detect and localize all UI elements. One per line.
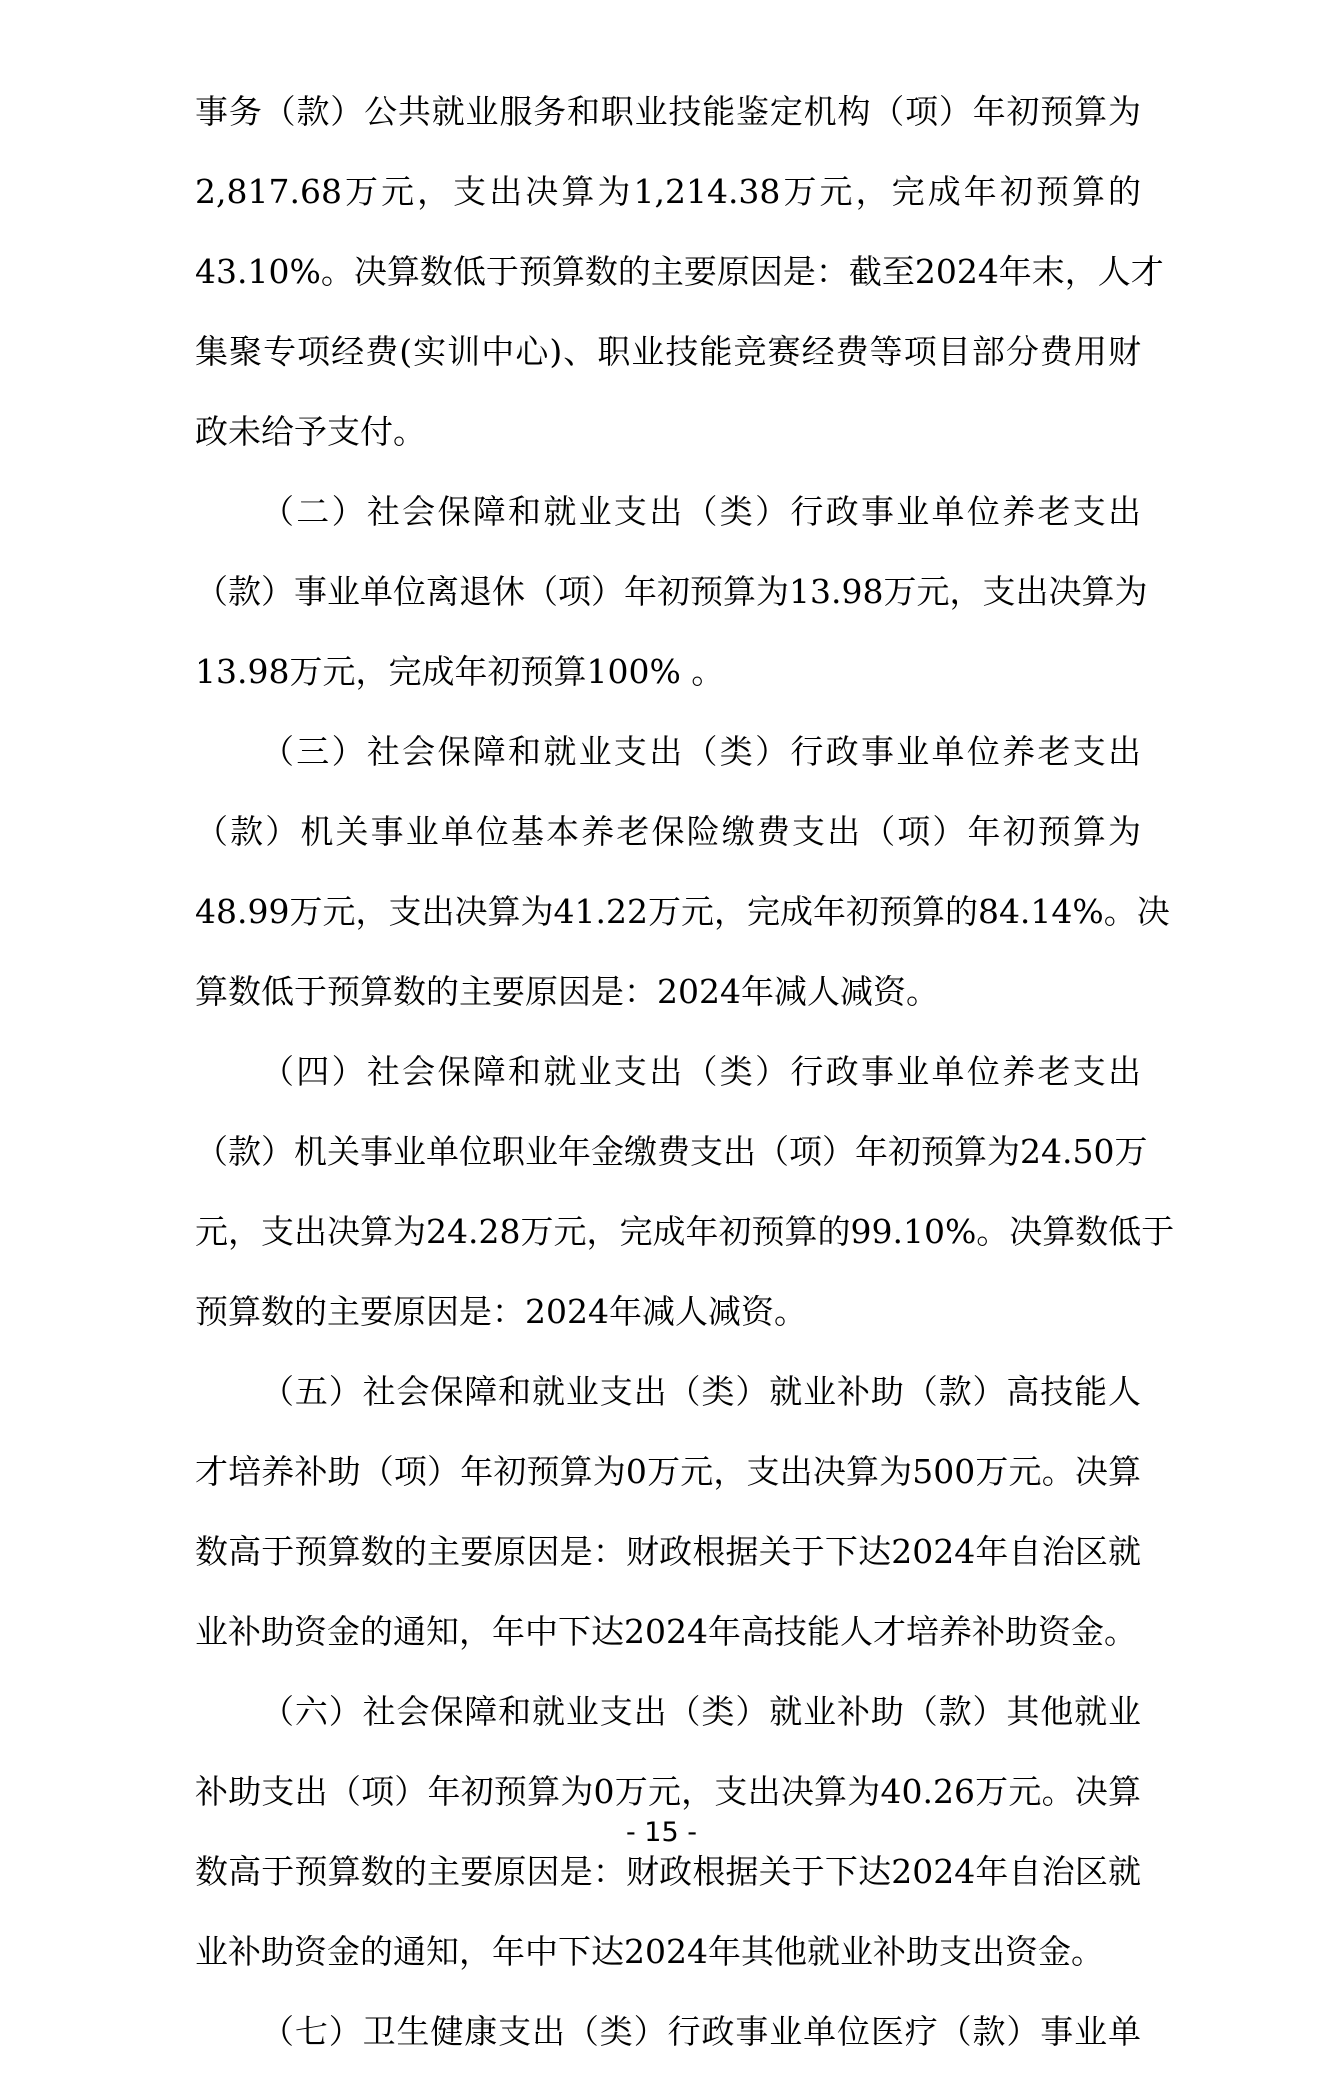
text-line-15: 元，支出决算为24.28万元，完成年初预算的99.10%。决算数低于 [195,1212,1175,1251]
text-line-21: （六）社会保障和就业支出（类）就业补助（款）其他就业 [261,1692,1141,1731]
text-line-20: 业补助资金的通知，年中下达2024年高技能人才培养补助资金。 [195,1612,1137,1651]
text-line-6: （二）社会保障和就业支出（类）行政事业单位养老支出 [261,492,1141,531]
text-line-10: （款）机关事业单位基本养老保险缴费支出（项）年初预算为 [195,812,1141,851]
text-line-4: 集聚专项经费(实训中心)、职业技能竞赛经费等项目部分费用财 [195,332,1141,371]
text-line-2: 2,817.68万元，支出决算为1,214.38万元，完成年初预算的 [195,172,1141,211]
page-number: - 15 - [625,1817,697,1848]
text-line-25: （七）卫生健康支出（类）行政事业单位医疗（款）事业单 [261,2012,1141,2051]
text-line-18: 才培养补助（项）年初预算为0万元，支出决算为500万元。决算 [195,1452,1141,1491]
text-line-3: 43.10%。决算数低于预算数的主要原因是：截至2024年末，人才 [195,252,1164,291]
text-line-7: （款）事业单位离退休（项）年初预算为13.98万元，支出决算为 [195,572,1148,611]
text-line-22: 补助支出（项）年初预算为0万元，支出决算为40.26万元。决算 [195,1772,1141,1811]
text-line-13: （四）社会保障和就业支出（类）行政事业单位养老支出 [261,1052,1141,1091]
text-line-16: 预算数的主要原因是：2024年减人减资。 [195,1292,807,1331]
text-line-19: 数高于预算数的主要原因是：财政根据关于下达2024年自治区就 [195,1532,1141,1571]
text-line-1: 事务（款）公共就业服务和职业技能鉴定机构（项）年初预算为 [195,92,1141,131]
text-line-23: 数高于预算数的主要原因是：财政根据关于下达2024年自治区就 [195,1852,1141,1891]
text-line-12: 算数低于预算数的主要原因是：2024年减人减资。 [195,972,939,1011]
text-line-9: （三）社会保障和就业支出（类）行政事业单位养老支出 [261,732,1141,771]
text-line-5: 政未给予支付。 [195,412,426,451]
document-body [195,88,1175,2088]
text-line-17: （五）社会保障和就业支出（类）就业补助（款）高技能人 [261,1372,1141,1411]
text-line-8: 13.98万元，完成年初预算100% 。 [195,652,725,691]
text-line-24: 业补助资金的通知，年中下达2024年其他就业补助支出资金。 [195,1932,1104,1971]
text-line-11: 48.99万元，支出决算为41.22万元，完成年初预算的84.14%。决 [195,892,1170,931]
text-line-14: （款）机关事业单位职业年金缴费支出（项）年初预算为24.50万 [195,1132,1148,1171]
